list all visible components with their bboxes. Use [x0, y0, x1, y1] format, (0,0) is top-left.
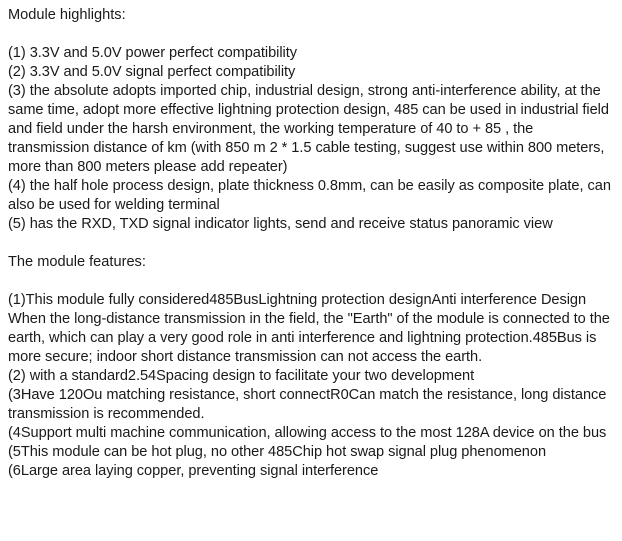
feature-item-1: (1)This module fully considered485BusLightning protection designAnti interference Design When the long-distance transmission in the field, the "Earth" of the module is connected to the earth, which can play a very good role in anti interference and lightning protection.485Bus is more secure; indoor short distance transmission can not access the earth. — [8, 292, 610, 365]
feature-item-3: (3Have 120Ou matching resistance, short connectR0Can match the resistance, long distance transmission is recommended. — [8, 387, 607, 422]
document-body — [8, 6, 614, 481]
spacer — [8, 272, 614, 291]
highlight-item-3: (3) the absolute adopts imported chip, industrial design, strong anti-interference ability, at the same time, adopt more effective lightning protection design, 485 can be used in industrial field and field under the harsh environment, the working temperature of 40 to + 85 , the transmission distance of km (with 850 m 2 * 1.5 cable testing, suggest use within 800 meters, more than 800 meters please add repeater) — [8, 83, 609, 175]
feature-item-2: (2) with a standard2.54Spacing design to facilitate your two development — [8, 368, 475, 384]
highlights-title: Module highlights: — [8, 7, 126, 23]
highlight-item-2: (2) 3.3V and 5.0V signal perfect compatibility — [8, 64, 296, 80]
features-title: The module features: — [8, 254, 146, 270]
feature-item-5: (5This module can be hot plug, no other 485Chip hot swap signal plug phenomenon — [8, 444, 547, 460]
highlight-item-5: (5) has the RXD, TXD signal indicator lights, send and receive status panoramic view — [8, 216, 553, 232]
highlight-item-4: (4) the half hole process design, plate thickness 0.8mm, can be easily as composite plate, can also be used for welding terminal — [8, 178, 611, 213]
highlight-item-1: (1) 3.3V and 5.0V power perfect compatibility — [8, 45, 297, 61]
spacer — [8, 25, 614, 44]
feature-item-6: (6Large area laying copper, preventing signal interference — [8, 463, 379, 479]
feature-item-4: (4Support multi machine communication, allowing access to the most 128A device on the bus — [8, 425, 607, 441]
spacer — [8, 234, 614, 253]
